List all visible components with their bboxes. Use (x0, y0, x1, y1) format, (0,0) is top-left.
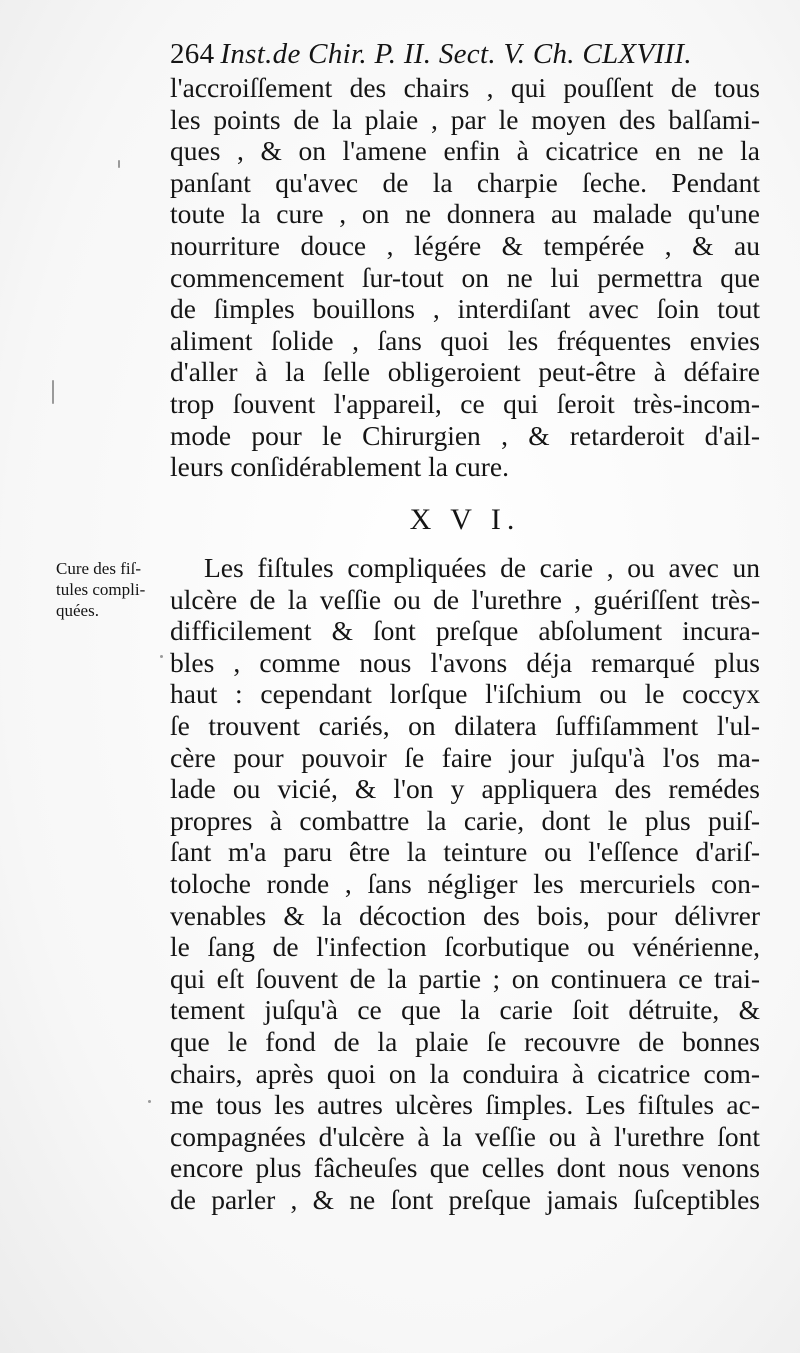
text-line: haut : cependant lorſque l'iſchium ou le coccyx (170, 678, 760, 710)
text-line: l'accroiſſement des chairs , qui pouſſent de tous (170, 72, 760, 103)
paragraph-section-xvi (170, 552, 760, 1215)
text-line: leurs conſidérablement la cure. (170, 451, 510, 483)
paragraph-continued (170, 72, 760, 483)
text-line: ſe trouvent cariés, on dilatera ſuffiſamment l'ul- (170, 709, 760, 741)
text-line: ques , & on l'amene enfin à cicatrice en ne la (170, 135, 760, 167)
margin-note-line: Cure des fiſ- (56, 559, 141, 578)
margin-note-line: quées. (56, 601, 99, 620)
text-line: que le fond de la plaie ſe recouvre de bonnes (170, 1025, 760, 1057)
text-line: aliment ſolide , ſans quoi les fréquentes envies (170, 324, 760, 356)
text-line: encore plus fâcheuſes que celles dont nous venons (170, 1152, 760, 1184)
text-line: bles , comme nous l'avons déja remarqué plus (170, 646, 760, 678)
text-line: me tous les autres ulcères ſimples. Les fiſtules ac- (170, 1089, 760, 1121)
text-line: compagnées d'ulcère à la veſſie ou à l'urethre ſont (170, 1120, 760, 1152)
text-line: les points de la plaie , par le moyen des balſami- (170, 103, 760, 135)
text-line: commencement ſur-tout on ne lui permettra que (170, 261, 760, 293)
text-line: le ſang de l'infection ſcorbutique ou vénérienne, (170, 931, 760, 963)
paper-speck (52, 380, 54, 404)
margin-note-line: tules compli- (56, 580, 146, 599)
paper-speck (160, 655, 163, 658)
text-line: trop ſouvent l'appareil, ce qui ſeroit très-incom- (170, 387, 760, 419)
text-line: venables & la décoction des bois, pour délivrer (170, 899, 760, 931)
text-line: toloche ronde , ſans négliger les mercuriels con- (170, 867, 760, 899)
text-line: ſant m'a paru être la teinture ou l'eſſence d'ariſ- (170, 836, 760, 868)
text-line: mode pour le Chirurgien , & retarderoit d'ail- (170, 419, 760, 451)
text-line: de ſimples bouillons , interdiſant avec ſoin tout (170, 293, 760, 325)
text-line: qui eſt ſouvent de la partie ; on continuera ce trai- (170, 962, 760, 994)
text-line: lade ou vicié, & l'on y appliquera des remédes (170, 773, 760, 805)
text-line: de parler , & ne ſont preſque jamais ſuſceptibles (170, 1183, 760, 1215)
margin-note (56, 558, 171, 621)
section-number: X V I. (409, 503, 521, 536)
text-line: cère pour pouvoir ſe faire jour juſqu'à l'os ma- (170, 741, 760, 773)
text-line: propres à combattre la carie, dont le plus puiſ- (170, 804, 760, 836)
running-title: Inst.de Chir. P. II. Sect. V. Ch. CLXVIII. (220, 38, 692, 70)
text-line: tement juſqu'à ce que la carie ſoit détruite, & (170, 994, 760, 1026)
text-line: d'aller à la ſelle obligeroient peut-être à défaire (170, 356, 760, 388)
text-line: difficilement & ſont preſque abſolument incura- (170, 615, 760, 647)
text-line: Les fiſtules compliquées de carie , ou avec un (204, 552, 760, 583)
text-line: panſant qu'avec de la charpie ſeche. Pendant (170, 166, 760, 198)
text-line: chairs, après quoi on la conduira à cicatrice com- (170, 1057, 760, 1089)
page-number: 264 (170, 38, 215, 70)
text-line: nourriture douce , légére & tempérée , & au (170, 229, 760, 261)
text-line: toute la cure , on ne donnera au malade qu'une (170, 198, 760, 230)
paper-speck (118, 160, 120, 168)
text-line: ulcère de la veſſie ou de l'urethre , guériſſent très- (170, 583, 760, 615)
paper-speck (148, 1100, 151, 1103)
